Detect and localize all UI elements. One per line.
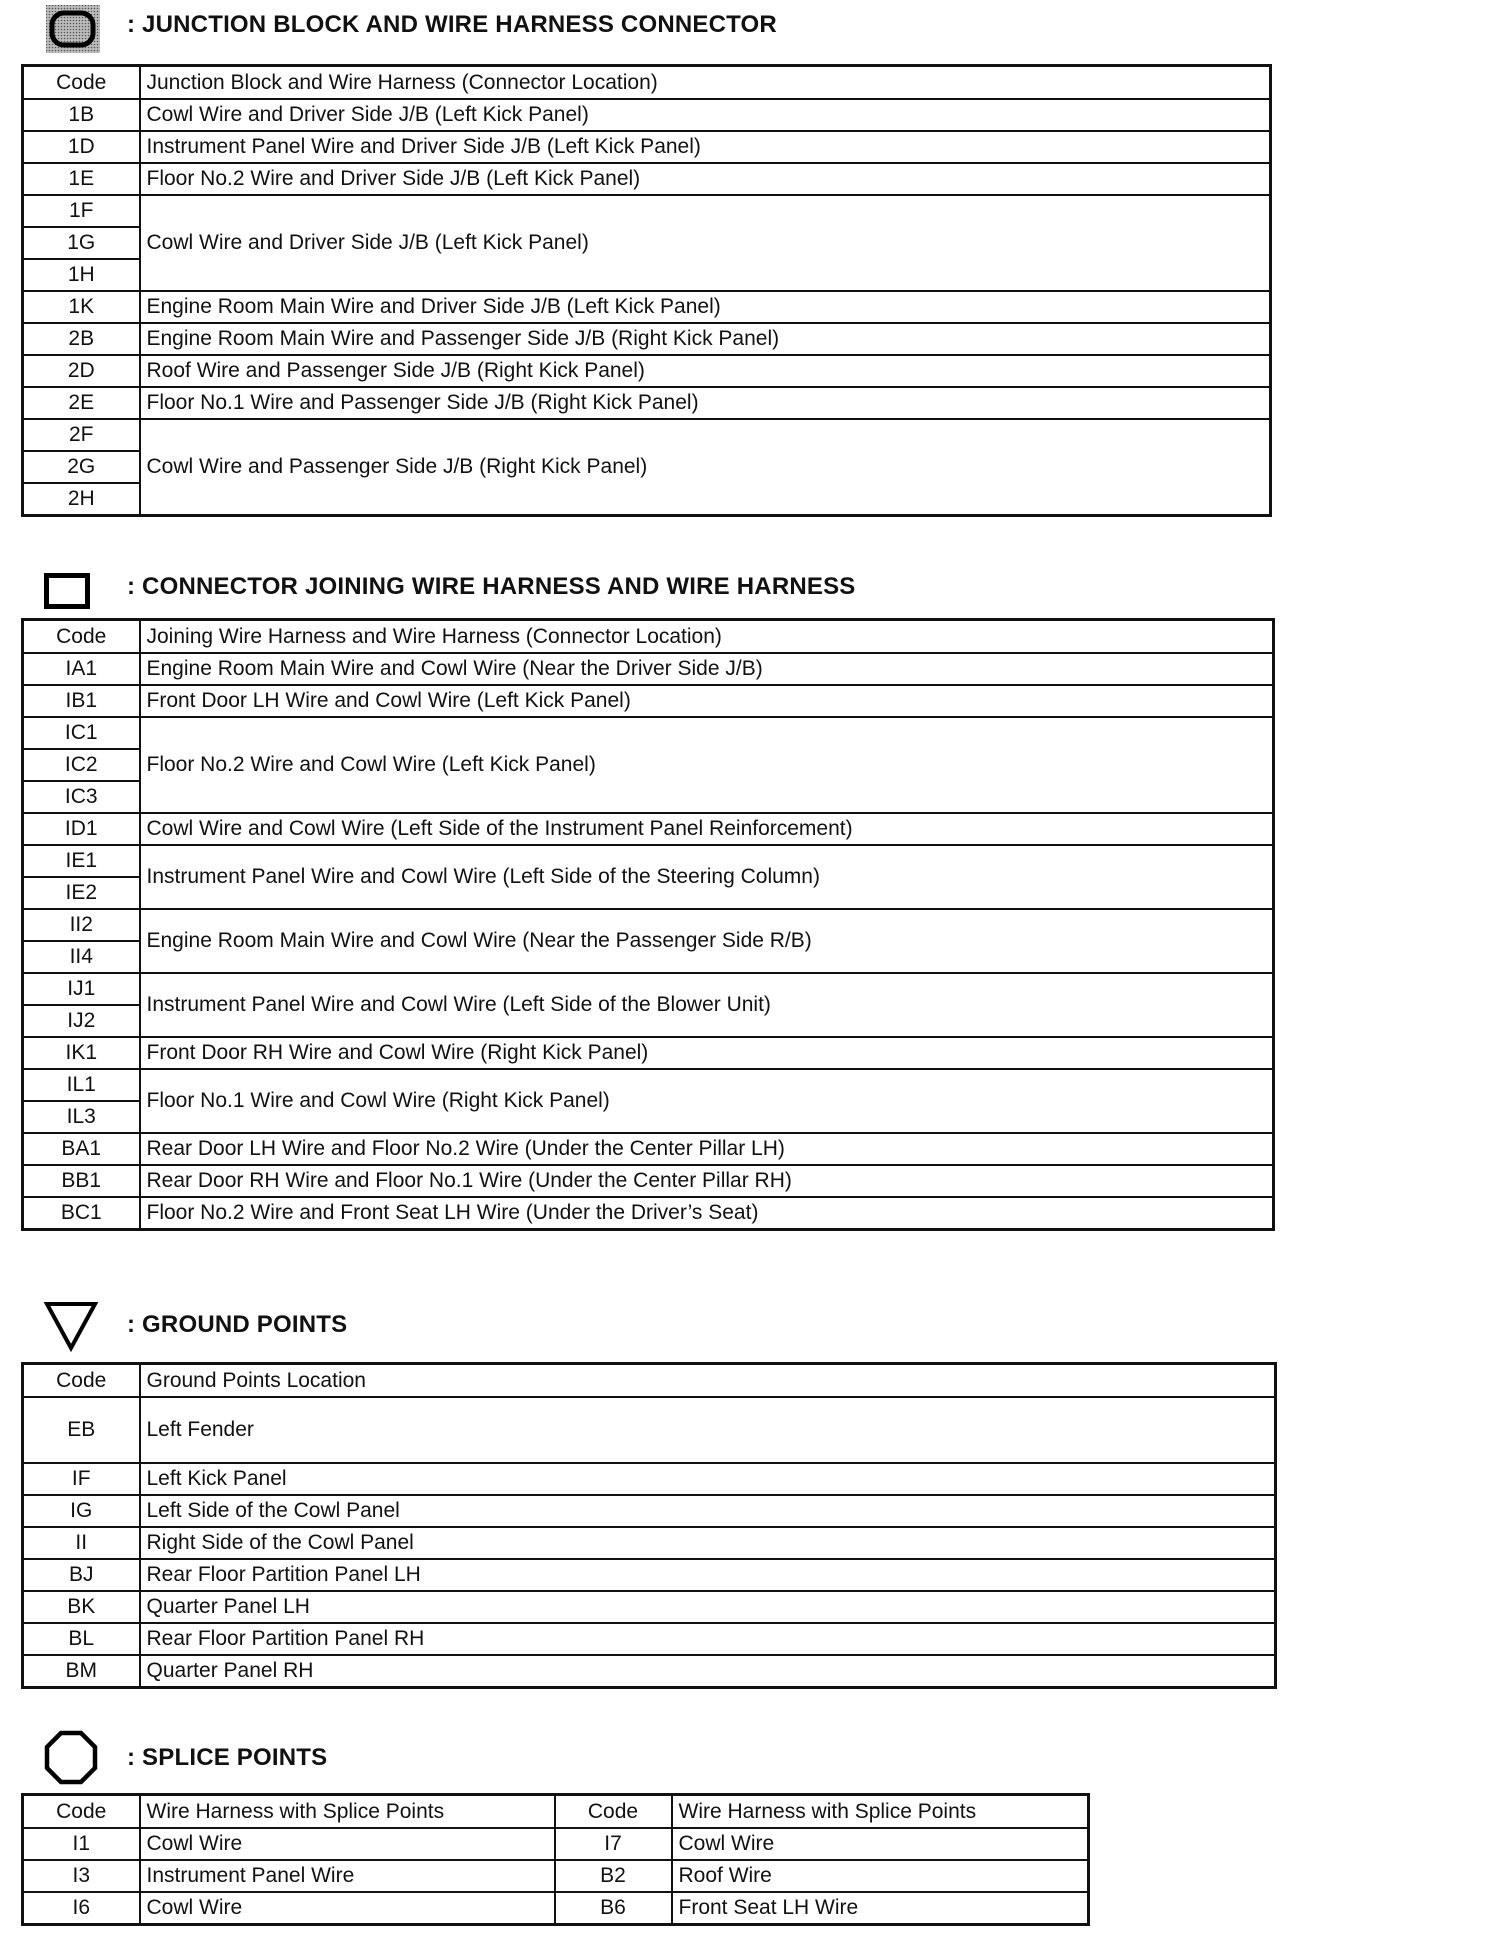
code-cell: IJ1	[23, 973, 140, 1005]
wire-harness-cell: Roof Wire	[672, 1860, 1089, 1892]
table-row	[23, 1527, 1276, 1559]
code-cell: IC2	[23, 749, 140, 781]
location-cell: Floor No.2 Wire and Front Seat LH Wire (Under the Driver’s Seat)	[140, 1197, 1274, 1230]
location-cell: Quarter Panel RH	[140, 1655, 1276, 1688]
location-cell: Cowl Wire and Passenger Side J/B (Right Kick Panel)	[140, 419, 1271, 516]
code-cell: IC3	[23, 781, 140, 813]
location-cell: Cowl Wire and Cowl Wire (Left Side of the Instrument Panel Reinforcement)	[140, 813, 1274, 845]
table-row	[23, 845, 1274, 877]
location-cell: Right Side of the Cowl Panel	[140, 1527, 1276, 1559]
code-cell: IA1	[23, 653, 140, 685]
code-cell: BL	[23, 1623, 140, 1655]
wire-harness-cell: Cowl Wire	[672, 1828, 1089, 1860]
location-cell: Rear Door RH Wire and Floor No.1 Wire (Under the Center Pillar RH)	[140, 1165, 1274, 1197]
code-cell: I1	[23, 1828, 140, 1860]
code-cell: II	[23, 1527, 140, 1559]
code-cell: 1G	[23, 227, 140, 259]
code-cell: 1K	[23, 291, 140, 323]
code-header: Code	[555, 1795, 672, 1829]
section-title: : SPLICE POINTS	[127, 1744, 328, 1771]
location-cell: Floor No.1 Wire and Cowl Wire (Right Kick Panel)	[140, 1069, 1274, 1133]
code-cell: IE2	[23, 877, 140, 909]
wire-harness-cell: Front Seat LH Wire	[672, 1892, 1089, 1925]
location-header: Junction Block and Wire Harness (Connector Location)	[140, 66, 1271, 100]
table-row	[23, 99, 1271, 131]
code-cell: BK	[23, 1591, 140, 1623]
table-row	[23, 195, 1271, 227]
location-cell: Rear Floor Partition Panel LH	[140, 1559, 1276, 1591]
code-cell: B6	[555, 1892, 672, 1925]
table-row	[23, 1397, 1276, 1463]
code-cell: IG	[23, 1495, 140, 1527]
section-title: : JUNCTION BLOCK AND WIRE HARNESS CONNECTOR	[127, 11, 777, 38]
table-row	[23, 1892, 1089, 1925]
code-cell: 2D	[23, 355, 140, 387]
location-cell: Instrument Panel Wire and Cowl Wire (Left Side of the Steering Column)	[140, 845, 1274, 909]
location-cell: Left Kick Panel	[140, 1463, 1276, 1495]
location-cell: Floor No.1 Wire and Passenger Side J/B (Right Kick Panel)	[140, 387, 1271, 419]
table-row	[23, 813, 1274, 845]
table-header-row	[23, 620, 1274, 654]
code-cell: B2	[555, 1860, 672, 1892]
section-title: : CONNECTOR JOINING WIRE HARNESS AND WIRE HARNESS	[127, 573, 856, 600]
splice-point-icon	[43, 1730, 99, 1791]
joining-section-header	[0, 567, 1300, 617]
location-cell: Rear Floor Partition Panel RH	[140, 1623, 1276, 1655]
table-row	[23, 1197, 1274, 1230]
table-row	[23, 1037, 1274, 1069]
code-cell: BB1	[23, 1165, 140, 1197]
table-row	[23, 1655, 1276, 1688]
location-cell: Engine Room Main Wire and Cowl Wire (Near the Passenger Side R/B)	[140, 909, 1274, 973]
table-row	[23, 1828, 1089, 1860]
table-row	[23, 1559, 1276, 1591]
ground-point-icon	[43, 1300, 99, 1357]
location-cell: Roof Wire and Passenger Side J/B (Right Kick Panel)	[140, 355, 1271, 387]
code-cell: 2B	[23, 323, 140, 355]
table-header-row	[23, 1364, 1276, 1398]
table-row	[23, 419, 1271, 451]
location-cell: Floor No.2 Wire and Driver Side J/B (Left Kick Panel)	[140, 163, 1271, 195]
table-row	[23, 323, 1271, 355]
wire-harness-header: Wire Harness with Splice Points	[140, 1795, 555, 1829]
table-row	[23, 653, 1274, 685]
table-header-row	[23, 1795, 1089, 1829]
location-header: Joining Wire Harness and Wire Harness (Connector Location)	[140, 620, 1274, 654]
location-cell: Cowl Wire and Driver Side J/B (Left Kick Panel)	[140, 99, 1271, 131]
splice-section-header	[0, 1730, 1300, 1780]
code-cell: 2F	[23, 419, 140, 451]
code-cell: BC1	[23, 1197, 140, 1230]
code-cell: IF	[23, 1463, 140, 1495]
code-cell: BM	[23, 1655, 140, 1688]
table-row	[23, 163, 1271, 195]
table-row	[23, 387, 1271, 419]
code-cell: BA1	[23, 1133, 140, 1165]
location-cell: Floor No.2 Wire and Cowl Wire (Left Kick Panel)	[140, 717, 1274, 813]
junction-table	[21, 64, 1272, 517]
location-cell: Front Door LH Wire and Cowl Wire (Left Kick Panel)	[140, 685, 1274, 717]
code-cell: 1F	[23, 195, 140, 227]
table-row	[23, 685, 1274, 717]
table-row	[23, 1623, 1276, 1655]
table-row	[23, 1495, 1276, 1527]
code-cell: ID1	[23, 813, 140, 845]
location-header: Ground Points Location	[140, 1364, 1276, 1398]
code-cell: 1H	[23, 259, 140, 291]
table-row	[23, 1591, 1276, 1623]
splice-table	[21, 1793, 1090, 1926]
table-row	[23, 355, 1271, 387]
location-cell: Front Door RH Wire and Cowl Wire (Right Kick Panel)	[140, 1037, 1274, 1069]
code-cell: II2	[23, 909, 140, 941]
wire-harness-cell: Cowl Wire	[140, 1892, 555, 1925]
table-row	[23, 909, 1274, 941]
code-header: Code	[23, 620, 140, 654]
code-header: Code	[23, 1795, 140, 1829]
code-cell: I7	[555, 1828, 672, 1860]
table-row	[23, 1133, 1274, 1165]
code-cell: IB1	[23, 685, 140, 717]
joining-table	[21, 618, 1275, 1231]
section-title: : GROUND POINTS	[127, 1311, 348, 1338]
table-row	[23, 291, 1271, 323]
ground-section-header	[0, 1300, 1300, 1350]
wire-harness-header: Wire Harness with Splice Points	[672, 1795, 1089, 1829]
code-cell: EB	[23, 1397, 140, 1463]
table-row	[23, 131, 1271, 163]
junction-section-header	[0, 4, 1300, 54]
wire-harness-cell: Instrument Panel Wire	[140, 1860, 555, 1892]
location-cell: Engine Room Main Wire and Cowl Wire (Near the Driver Side J/B)	[140, 653, 1274, 685]
code-cell: IK1	[23, 1037, 140, 1069]
code-cell: 1D	[23, 131, 140, 163]
table-header-row	[23, 66, 1271, 100]
junction-block-connector-icon	[45, 4, 101, 59]
code-cell: I6	[23, 1892, 140, 1925]
code-header: Code	[23, 1364, 140, 1398]
code-cell: BJ	[23, 1559, 140, 1591]
location-cell: Instrument Panel Wire and Driver Side J/B (Left Kick Panel)	[140, 131, 1271, 163]
code-cell: 2G	[23, 451, 140, 483]
code-cell: IL1	[23, 1069, 140, 1101]
code-cell: IC1	[23, 717, 140, 749]
table-row	[23, 1069, 1274, 1101]
ground-table	[21, 1362, 1277, 1689]
table-row	[23, 1165, 1274, 1197]
code-cell: II4	[23, 941, 140, 973]
location-cell: Left Fender	[140, 1397, 1276, 1463]
table-row	[23, 973, 1274, 1005]
code-cell: I3	[23, 1860, 140, 1892]
connector-joining-icon	[44, 573, 90, 614]
wire-harness-cell: Cowl Wire	[140, 1828, 555, 1860]
table-row	[23, 1860, 1089, 1892]
code-cell: 2E	[23, 387, 140, 419]
table-row	[23, 717, 1274, 749]
code-cell: IL3	[23, 1101, 140, 1133]
location-cell: Quarter Panel LH	[140, 1591, 1276, 1623]
code-header: Code	[23, 66, 140, 100]
table-row	[23, 1463, 1276, 1495]
location-cell: Left Side of the Cowl Panel	[140, 1495, 1276, 1527]
location-cell: Cowl Wire and Driver Side J/B (Left Kick Panel)	[140, 195, 1271, 291]
code-cell: IE1	[23, 845, 140, 877]
code-cell: IJ2	[23, 1005, 140, 1037]
location-cell: Instrument Panel Wire and Cowl Wire (Left Side of the Blower Unit)	[140, 973, 1274, 1037]
location-cell: Engine Room Main Wire and Driver Side J/B (Left Kick Panel)	[140, 291, 1271, 323]
code-cell: 1E	[23, 163, 140, 195]
code-cell: 2H	[23, 483, 140, 516]
location-cell: Engine Room Main Wire and Passenger Side J/B (Right Kick Panel)	[140, 323, 1271, 355]
location-cell: Rear Door LH Wire and Floor No.2 Wire (Under the Center Pillar LH)	[140, 1133, 1274, 1165]
code-cell: 1B	[23, 99, 140, 131]
